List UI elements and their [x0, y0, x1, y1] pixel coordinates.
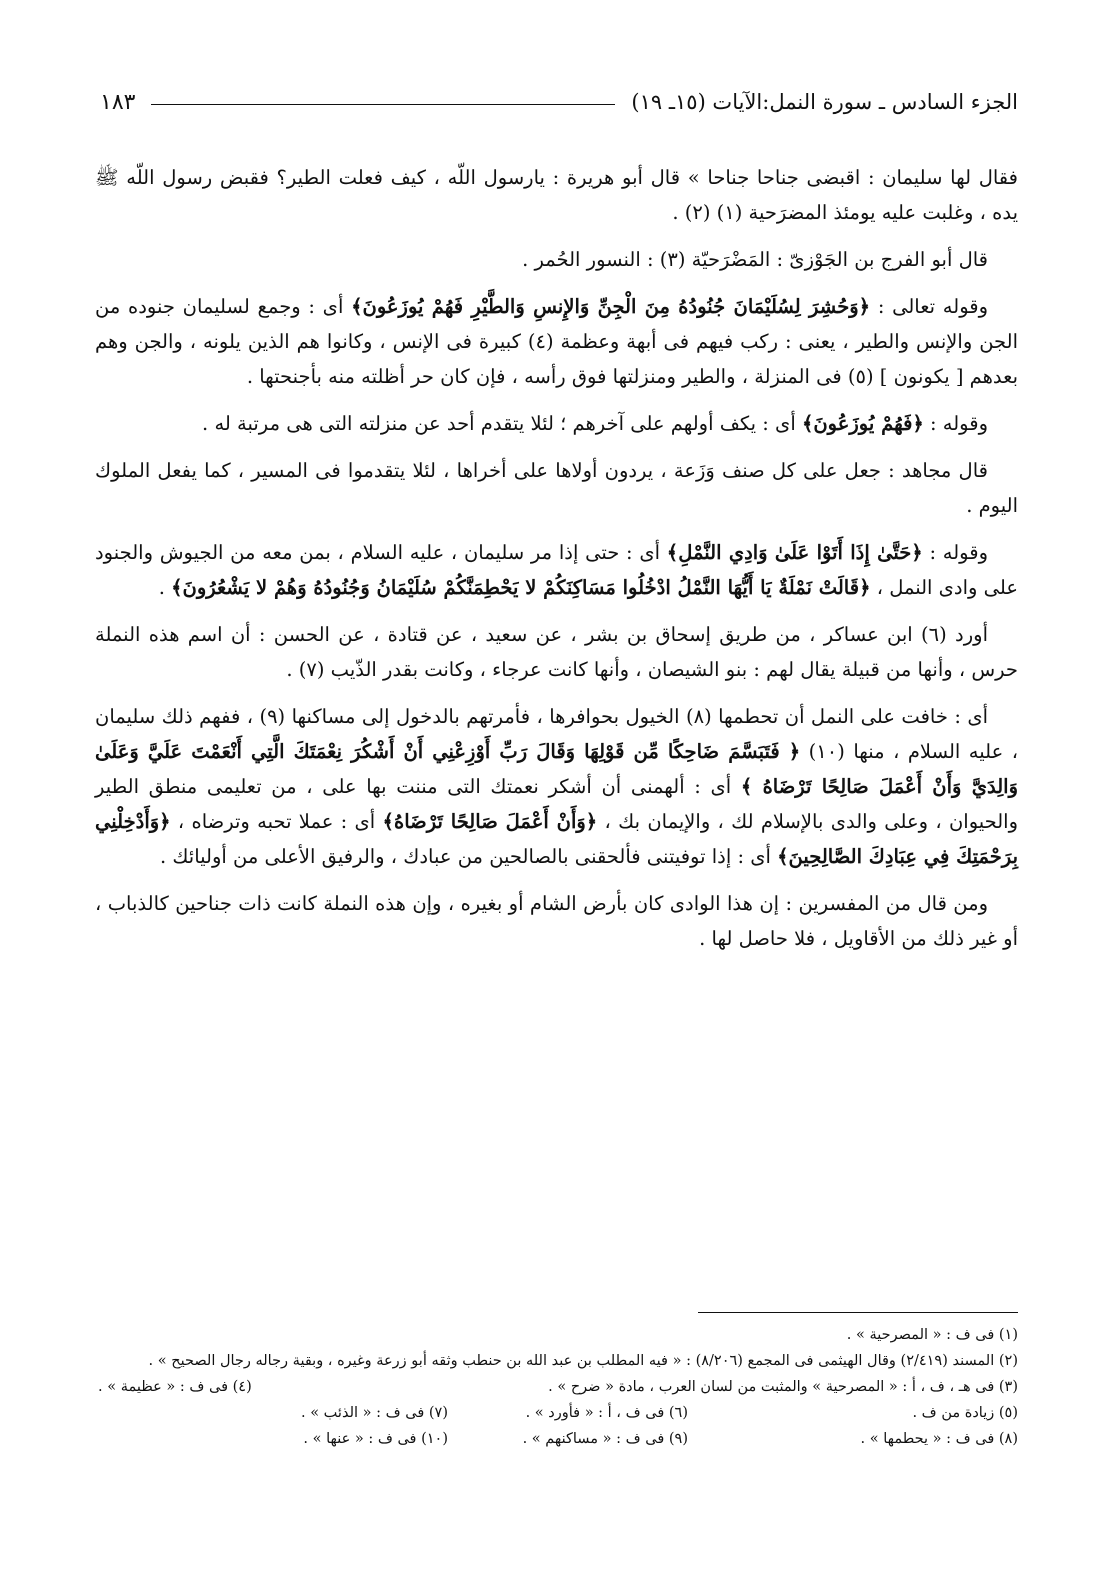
paragraph-2: [95, 242, 1018, 277]
quran-verse: ﴿وَأَنْ أَعْمَلَ صَالِحًا تَرْضَاهُ﴾: [382, 810, 598, 833]
footnote-row: [98, 1374, 1018, 1400]
footnote-6: (٦) فى ف ، أ : « فأورد » .: [525, 1405, 688, 1421]
footnote-3: (٣) فى هـ ، ف ، أ : « المصرحية » والمثبت من لسان العرب ، مادة « ضرح » .: [548, 1379, 1018, 1395]
footnote-2: (٢) المسند (٢/٤١٩) وقال الهيثمى فى المجمع (٨/٢٠٦) : « فيه المطلب بن عبد الله بن حنطب وثقه أبو زرعة وغيره ، وبقية رجاله رجال الصحيح » .: [148, 1353, 1018, 1369]
quran-verse: ﴿وَأَدْخِلْنِي بِرَحْمَتِكَ فِي عِبَادِكَ الصَّالِحِينَ﴾: [95, 810, 1018, 868]
paragraph-text: وقوله :: [922, 541, 988, 564]
paragraph-text: أى : خافت على النمل أن تحطمها (٨) الخيول بحوافرها ، فأمرتهم بالدخول إلى مساكنها (٩) ، ففهم ذلك سليمان ، عليه السلام ، منها (١٠): [95, 705, 1019, 763]
paragraph-text: أى : عملا تحبه وترضاه ،: [170, 810, 383, 833]
paragraph-text: ومن قال من المفسرين : إن هذا الوادى كان بأرض الشام أو بغيره ، وإن هذه النملة كانت ذات جناحين كالذباب ، أو غير ذلك من الأقاويل ، فلا حاصل لها .: [95, 892, 1018, 950]
footnote-4: (٤) فى ف : « عظيمة » .: [98, 1379, 252, 1395]
paragraph-1: [95, 160, 1018, 230]
paragraph-text: أى : يكف أولهم على آخرهم ؛ لئلا يتقدم أحد عن منزلته التى هى مرتبة له .: [202, 412, 802, 435]
footnote-1: (١) فى ف : « المصرحية » .: [846, 1327, 1018, 1343]
paragraph-text: وقوله تعالى :: [870, 295, 989, 318]
quran-verse: ﴿وَحُشِرَ لِسُلَيْمَانَ جُنُودُهُ مِنَ الْجِنِّ وَالإِنسِ وَالطَّيْرِ فَهُمْ يُوزَعُونَ﴾: [351, 295, 871, 318]
footnote-7: (٧) فى ف : « الذئب » .: [300, 1405, 448, 1421]
footnote-5: (٥) زيادة من ف .: [912, 1405, 1018, 1421]
paragraph-6: [95, 535, 1018, 605]
paragraph-5: [95, 453, 1018, 523]
footnote-9: (٩) فى ف : « مساكنهم » .: [522, 1431, 688, 1447]
paragraph-3: [95, 289, 1018, 394]
paragraph-4: [95, 406, 1018, 441]
paragraph-text: أى : حتى إذا مر سليمان ، عليه السلام ، بمن معه من الجيوش والجنود على وادى النمل ،: [95, 541, 1018, 599]
footnote-row: [95, 1426, 1018, 1452]
paragraph-text: أى : إذا توفيتنى فألحقنى بالصالحين من عبادك ، والرفيق الأعلى من أوليائك .: [159, 845, 778, 868]
paragraph-7: [95, 617, 1018, 687]
quran-verse: ﴿حَتَّىٰ إِذَا أَتَوْا عَلَىٰ وَادِي النَّمْلِ﴾: [666, 541, 923, 564]
footnote-10: (١٠) فى ف : « عنها » .: [303, 1431, 448, 1447]
quran-verse: ﴿قَالَتْ نَمْلَةٌ يَا أَيُّهَا النَّمْلُ ادْخُلُوا مَسَاكِنَكُمْ لا يَحْطِمَنَّكُمْ سُلَيْمَانُ وَجُنُودُهُ وَهُمْ لا يَشْعُرُونَ﴾: [171, 576, 871, 599]
paragraph-text: قال أبو الفرج بن الجَوْزىّ : المَضْرَحيّة (٣) : النسور الحُمر .: [522, 248, 988, 271]
paragraph-text: فقال لها سليمان : اقبضى جناحا جناحا » قال أبو هريرة : يارسول اللّه ، كيف فعلت الطير؟ فقبض رسول اللّه ﷺ يده ، وغلبت عليه يومئذ المضرَحية (١) (٢) .: [95, 166, 1018, 224]
paragraph-8: [95, 699, 1018, 874]
footnote-8: (٨) فى ف : « يحطمها » .: [860, 1431, 1018, 1447]
page-number: ١٨٣: [100, 89, 136, 115]
quran-verse: ﴿فَهُمْ يُوزَعُونَ﴾: [801, 412, 924, 435]
paragraph-text: أورد (٦) ابن عساكر ، من طريق إسحاق بن بشر ، عن سعيد ، عن قتادة ، عن الحسن : أن اسم هذه النملة حرس ، وأنها من قبيلة يقال لهم : بنو الشيصان ، وأنها كانت عرجاء ، وكانت بقدر الذّيب (٧) .: [95, 623, 1018, 681]
paragraph-text: قال مجاهد : جعل على كل صنف وَزَعة ، يردون أولاها على أخراها ، لئلا يتقدموا فى المسير ، كما يفعل الملوك اليوم .: [95, 459, 1018, 517]
running-header: [100, 84, 1018, 120]
header-rule: [151, 104, 615, 105]
main-text: [95, 160, 1018, 968]
header-title: الجزء السادس ـ سورة النمل:الآيات (١٥ـ ١٩): [631, 90, 1018, 114]
paragraph-text: .: [158, 576, 172, 599]
footnotes: [95, 1322, 1018, 1452]
paragraph-9: [95, 886, 1018, 956]
paragraph-text: أى : وجمع لسليمان جنوده من الجن والإنس والطير ، يعنى : ركب فيهم فى أبهة وعظمة (٤) كبيرة فى الإنس ، وكانوا هم الذين يلونه ، والجن وهم بعدهم [ يكونون ] (٥) فى المنزلة ، والطير ومنزلتها فوق رأسه ، فإن كان حر أظلته منه بأجنحتها .: [95, 295, 1018, 388]
footnote-separator: [698, 1312, 1018, 1313]
footnote-row: [95, 1400, 1018, 1426]
paragraph-text: وقوله :: [923, 412, 988, 435]
paragraph-text: أى : ألهمنى أن أشكر نعمتك التى مننت بها على ، من تعليمى منطق الطير والحيوان ، وعلى والدى بالإسلام لك ، والإيمان بك ،: [95, 775, 1019, 833]
quran-verse: ﴿ فَتَبَسَّمَ ضَاحِكًا مِّن قَوْلِهَا وَقَالَ رَبِّ أَوْزِعْنِي أَنْ أَشْكُرَ نِعْمَتَكَ الَّتِي أَنْعَمْتَ عَلَيَّ وَعَلَىٰ وَالِدَيَّ وَأَنْ أَعْمَلَ صَالِحًا تَرْضَاهُ ﴾: [95, 740, 1018, 798]
